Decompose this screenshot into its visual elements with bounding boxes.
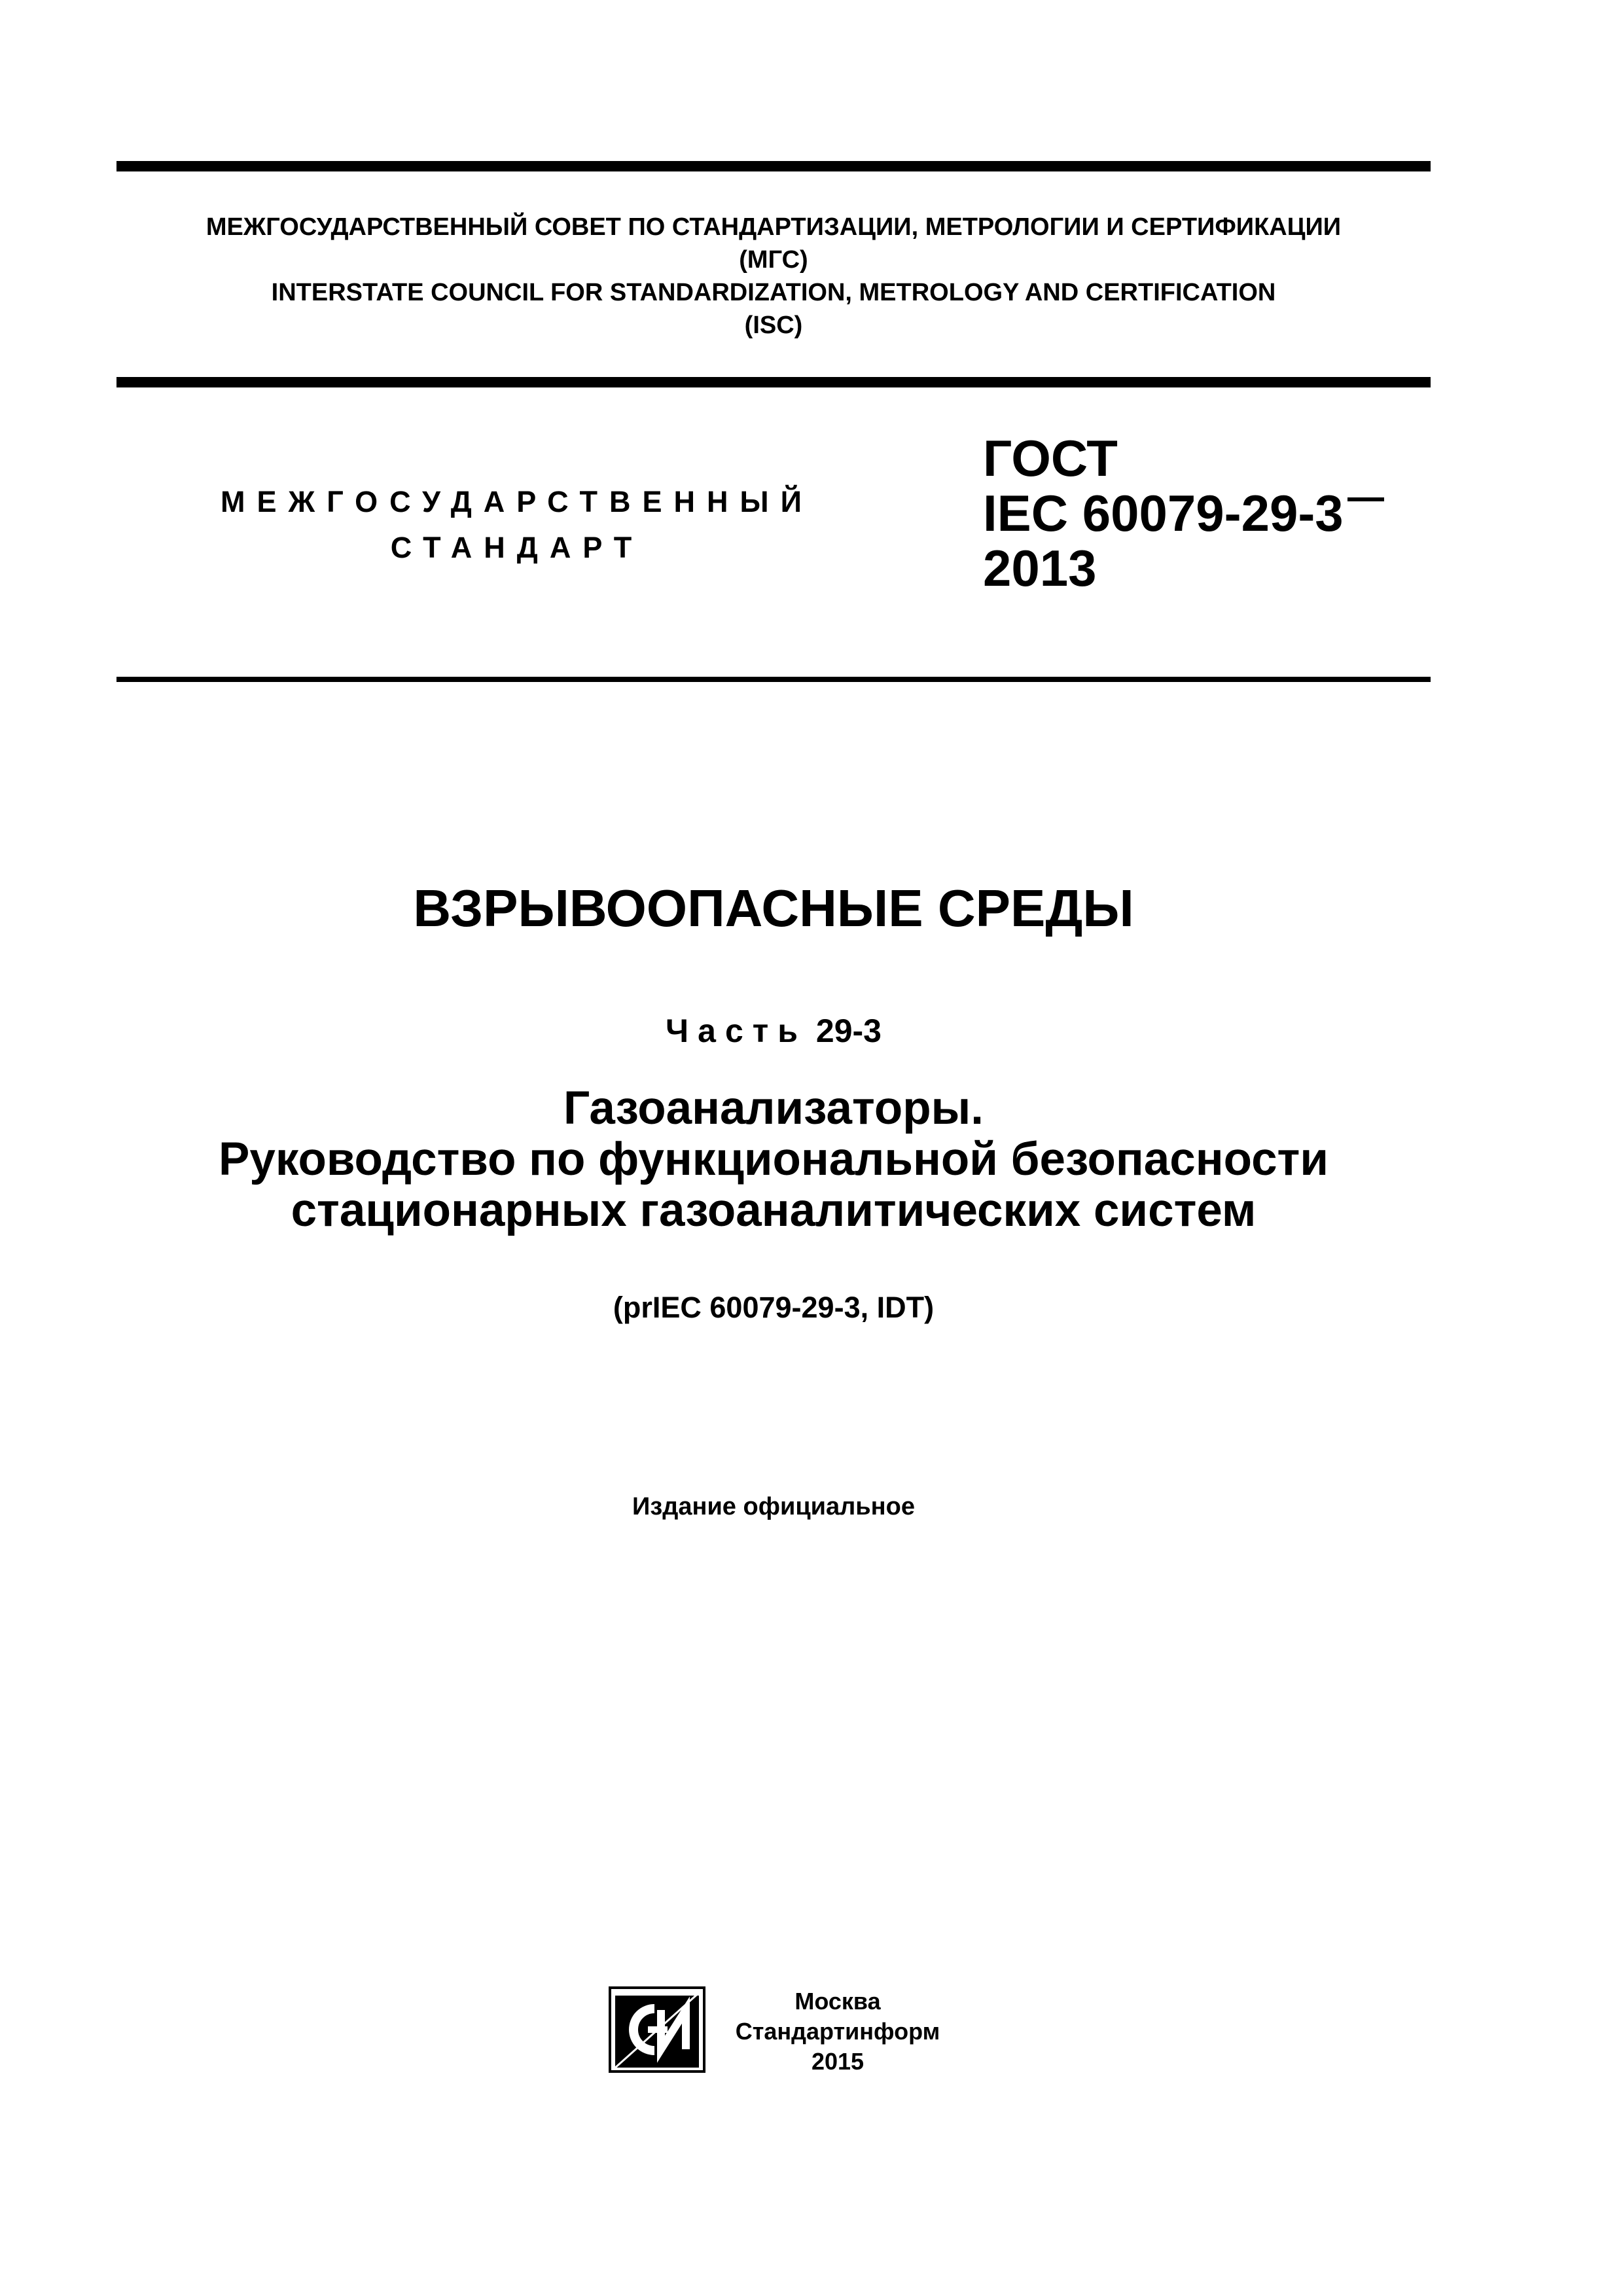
publisher-name: Стандартинформ: [735, 2018, 940, 2045]
top-rule: [116, 161, 1431, 171]
subtitle-line1: Газоанализаторы.: [563, 1083, 984, 1134]
gost-year: 2013: [983, 539, 1097, 597]
part-word: Часть: [666, 1013, 807, 1049]
gost-number-line: [983, 486, 1384, 541]
gost-number: IEC 60079-29-3: [983, 484, 1344, 542]
standard-type-line1: МЕЖГОСУДАРСТВЕННЫЙ: [221, 485, 813, 518]
council-abbr-ru: (МГС): [739, 246, 808, 274]
gost-designation: [983, 431, 1384, 596]
document-subtitle: [116, 1083, 1431, 1236]
publisher-city: Москва: [794, 1988, 881, 2015]
publisher-block: [720, 1986, 955, 2077]
gost-label: ГОСТ: [983, 429, 1118, 487]
standard-type: [151, 479, 883, 571]
subtitle-line2: Руководство по функциональной безопасности: [219, 1134, 1329, 1185]
council-name-en: INTERSTATE COUNCIL FOR STANDARDIZATION, METROLOGY AND CERTIFICATION: [271, 279, 1276, 306]
iec-reference: (prIEC 60079-29-3, IDT): [613, 1291, 935, 1324]
standard-type-line2: СТАНДАРТ: [390, 531, 644, 564]
council-header: [116, 211, 1431, 342]
middle-rule: [116, 377, 1431, 387]
council-abbr-en: (ISC): [744, 312, 803, 339]
publisher-year: 2015: [811, 2048, 865, 2075]
standartinform-logo-icon: [609, 1986, 705, 2073]
dash-mark: [1347, 497, 1384, 501]
bottom-rule: [116, 677, 1431, 682]
part-number: 29-3: [815, 1013, 882, 1049]
council-name-ru: МЕЖГОСУДАРСТВЕННЫЙ СОВЕТ ПО СТАНДАРТИЗАЦИИ, МЕТРОЛОГИИ И СЕРТИФИКАЦИИ: [205, 213, 1342, 241]
part-heading: [116, 1011, 1431, 1050]
edition-note: Издание официальное: [632, 1493, 915, 1520]
subtitle-line3: стационарных газоаналитических систем: [291, 1185, 1257, 1236]
document-title: ВЗРЫВООПАСНЫЕ СРЕДЫ: [413, 879, 1134, 937]
